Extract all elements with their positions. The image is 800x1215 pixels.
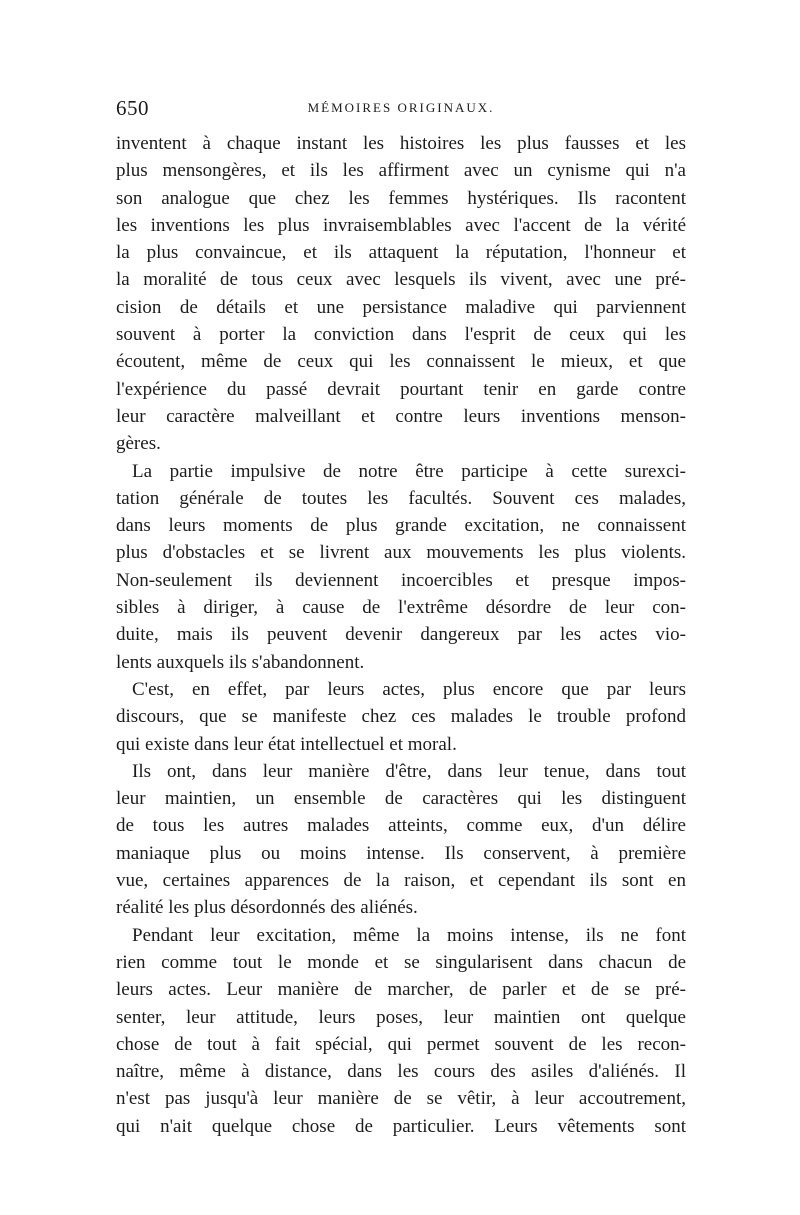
text-line: son analogue que chez les femmes hystériques. Ils racontent — [116, 187, 686, 209]
text-line: maniaque plus ou moins intense. Ils conservent, à première — [116, 842, 686, 864]
text-line: qui n'ait quelque chose de particulier. Leurs vêtements sont — [116, 1115, 686, 1137]
text-line: La partie impulsive de notre être participe à cette surexci- — [132, 460, 686, 482]
text-line: Ils ont, dans leur manière d'être, dans leur tenue, dans tout — [132, 760, 686, 782]
text-line: cision de détails et une persistance maladive qui parviennent — [116, 296, 686, 318]
text-line: naître, même à distance, dans les cours des asiles d'aliénés. Il — [116, 1061, 686, 1083]
text-line: la plus convaincue, et ils attaquent la réputation, l'honneur et — [116, 242, 686, 264]
text-line: vue, certaines apparences de la raison, et cependant ils sont en — [116, 870, 686, 892]
text-line: tation générale de toutes les facultés. Souvent ces malades, — [116, 487, 686, 509]
text-line: réalité les plus désordonnés des aliénés. — [116, 897, 418, 919]
text-line: chose de tout à fait spécial, qui permet souvent de les recon- — [116, 1033, 686, 1055]
text-line: leurs actes. Leur manière de marcher, de parler et de se pré- — [116, 979, 686, 1001]
text-line: n'est pas jusqu'à leur manière de se vêtir, à leur accoutrement, — [116, 1088, 686, 1110]
text-line: gères. — [116, 433, 161, 455]
running-head — [116, 96, 686, 124]
text-line: inventent à chaque instant les histoires les plus fausses et les — [116, 133, 686, 154]
text-line: de tous les autres malades atteints, comme eux, d'un délire — [116, 815, 686, 837]
text-line: dans leurs moments de plus grande excitation, ne connaissent — [116, 515, 686, 537]
text-line: rien comme tout le monde et se singularisent dans chacun de — [116, 951, 686, 973]
text-line: la moralité de tous ceux avec lesquels ils vivent, avec une pré- — [116, 269, 686, 291]
running-title: MÉMOIRES ORIGINAUX. — [307, 100, 495, 115]
page-number: 650 — [116, 96, 149, 120]
text-line: Non-seulement ils deviennent incoercibles et presque impos- — [116, 569, 686, 591]
text-line: qui existe dans leur état intellectuel et moral. — [116, 733, 457, 755]
text-line: sibles à diriger, à cause de l'extrême désordre de leur con- — [116, 597, 686, 619]
text-line: duite, mais ils peuvent devenir dangereux par les actes vio- — [116, 624, 686, 646]
text-line: plus d'obstacles et se livrent aux mouvements les plus violents. — [116, 542, 686, 564]
text-line: senter, leur attitude, leurs poses, leur maintien ont quelque — [116, 1006, 686, 1028]
text-line: l'expérience du passé devrait pourtant tenir en garde contre — [116, 378, 686, 400]
text-line: les inventions les plus invraisemblables avec l'accent de la vérité — [116, 214, 686, 236]
text-line: plus mensongères, et ils les affirment avec un cynisme qui n'a — [116, 160, 686, 182]
text-line: leur caractère malveillant et contre leurs inventions menson- — [116, 405, 686, 427]
text-line: Pendant leur excitation, même la moins intense, ils ne font — [132, 924, 686, 946]
text-line: C'est, en effet, par leurs actes, plus encore que par leurs — [132, 678, 686, 700]
body-text — [116, 130, 686, 1140]
text-line: discours, que se manifeste chez ces malades le trouble profond — [116, 706, 686, 728]
text-line: écoutent, même de ceux qui les connaissent le mieux, et que — [116, 351, 686, 373]
text-line: souvent à porter la conviction dans l'esprit de ceux qui les — [116, 324, 686, 346]
text-line: lents auxquels ils s'abandonnent. — [116, 651, 365, 673]
text-line: leur maintien, un ensemble de caractères qui les distinguent — [116, 788, 686, 810]
